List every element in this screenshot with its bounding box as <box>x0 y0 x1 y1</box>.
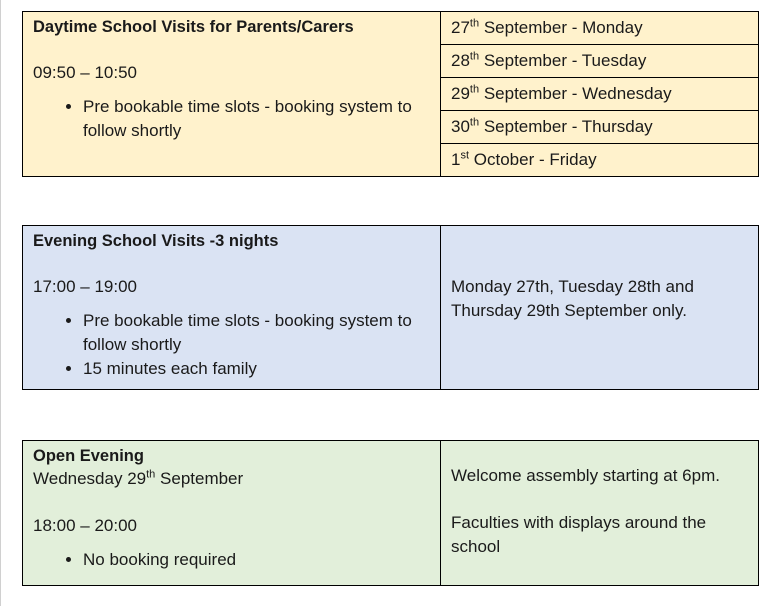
list-item: • Pre bookable time slots - booking system to follow shortly <box>83 309 430 357</box>
daytime-dates-cell <box>441 12 759 177</box>
evening-title: Evening School Visits -3 nights <box>33 232 279 250</box>
list-item: • No booking required <box>83 548 430 572</box>
open-evening-bullet-list <box>33 548 430 572</box>
evening-note: Monday 27th, Tuesday 28th and Thursday 29th September only. <box>451 277 694 320</box>
daytime-visits-table <box>22 11 759 177</box>
daytime-time: 09:50 – 10:50 <box>33 63 137 82</box>
evening-note-cell <box>441 226 759 390</box>
open-evening-date: Wednesday 29th September <box>33 468 244 488</box>
daytime-title: Daytime School Visits for Parents/Carers <box>33 18 354 36</box>
date-row: 29th September - Wednesday <box>441 78 758 111</box>
daytime-dates-list <box>441 12 758 176</box>
date-row: 30th September - Thursday <box>441 111 758 144</box>
open-evening-note-cell <box>441 441 759 586</box>
evening-visits-table <box>22 225 759 390</box>
daytime-info-cell <box>23 12 441 177</box>
open-evening-note-2: Faculties with displays around the school <box>451 513 707 556</box>
list-item: • 15 minutes each family <box>83 357 430 381</box>
evening-info-cell <box>23 226 441 390</box>
date-row: 28th September - Tuesday <box>441 45 758 78</box>
open-evening-time: 18:00 – 20:00 <box>33 516 137 535</box>
daytime-bullet-list <box>33 95 430 143</box>
open-evening-info-cell <box>23 441 441 586</box>
open-evening-note-1: Welcome assembly starting at 6pm. <box>451 466 720 485</box>
open-evening-title: Open Evening <box>33 447 144 465</box>
open-evening-table <box>22 440 759 586</box>
page-left-border <box>0 0 1 606</box>
list-item: • Pre bookable time slots - booking system to follow shortly <box>83 95 430 143</box>
date-row: 1st October - Friday <box>441 144 758 177</box>
date-row: 27th September - Monday <box>441 12 758 45</box>
evening-time: 17:00 – 19:00 <box>33 277 137 296</box>
evening-bullet-list <box>33 309 430 381</box>
